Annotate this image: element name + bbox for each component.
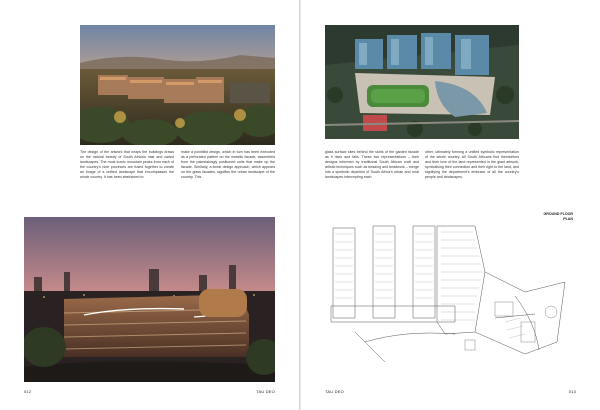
- left-folio-number: 012: [24, 389, 32, 394]
- right-body-column-2: other, ultimately forming a unified symbolic representation of the whole country. All South Africans find themselves and their love of the land represented in the giant artwork, symbolising their connection and their right to the land, and signifying the department's embrace of all the country's people and landscapes.: [425, 150, 519, 180]
- left-folio-title: TAU DEO: [256, 389, 275, 394]
- plan-label: [533, 212, 573, 222]
- night-building-photo: [24, 217, 275, 382]
- plan-label-line-2: PLAN: [563, 217, 573, 221]
- top-down-aerial-image: [325, 25, 519, 139]
- left-body-column-2: make a pointillist design, which in turn has been executed as a perforated pattern on the metallic facade, assembled from the painstakingly positioned units that make up the facade. Similarly, a linear design approach, which appears on the glass facades, signifies the urban landscape of the country. This: [181, 150, 275, 180]
- top-down-aerial-photo: [325, 25, 519, 139]
- aerial-sunset-image: [80, 25, 275, 145]
- right-folio-title: TAU DEO: [325, 389, 344, 394]
- ground-floor-plan-drawing: [325, 222, 577, 372]
- aerial-sunset-photo: [80, 25, 275, 145]
- right-body-column-1: glass surface sites behind the skirts of the garden facade as it rises and falls. These two representations – their designs informed by traditional South African craft and artistic techniques such as beading and beadwork – merge into a symbolic depiction of South Africa's urban and rural landscapes intercepting each: [325, 150, 419, 180]
- left-body-column-1: The design of the artwork that wraps the buildings draws on the natural beauty of South Africa's vast and varied landscapes. The most iconic mountain peaks from each of the country's nine provinces are fused together to create an image of a unified landscape that encompasses the whole country. It has been abstracted to: [80, 150, 174, 180]
- plan-label-line-1: GROUND FLOOR: [543, 212, 573, 216]
- floor-plan-image: [325, 222, 577, 372]
- night-building-image: [24, 217, 275, 382]
- right-page: [301, 0, 600, 410]
- right-folio-number: 013: [568, 389, 576, 394]
- left-page: [0, 0, 299, 410]
